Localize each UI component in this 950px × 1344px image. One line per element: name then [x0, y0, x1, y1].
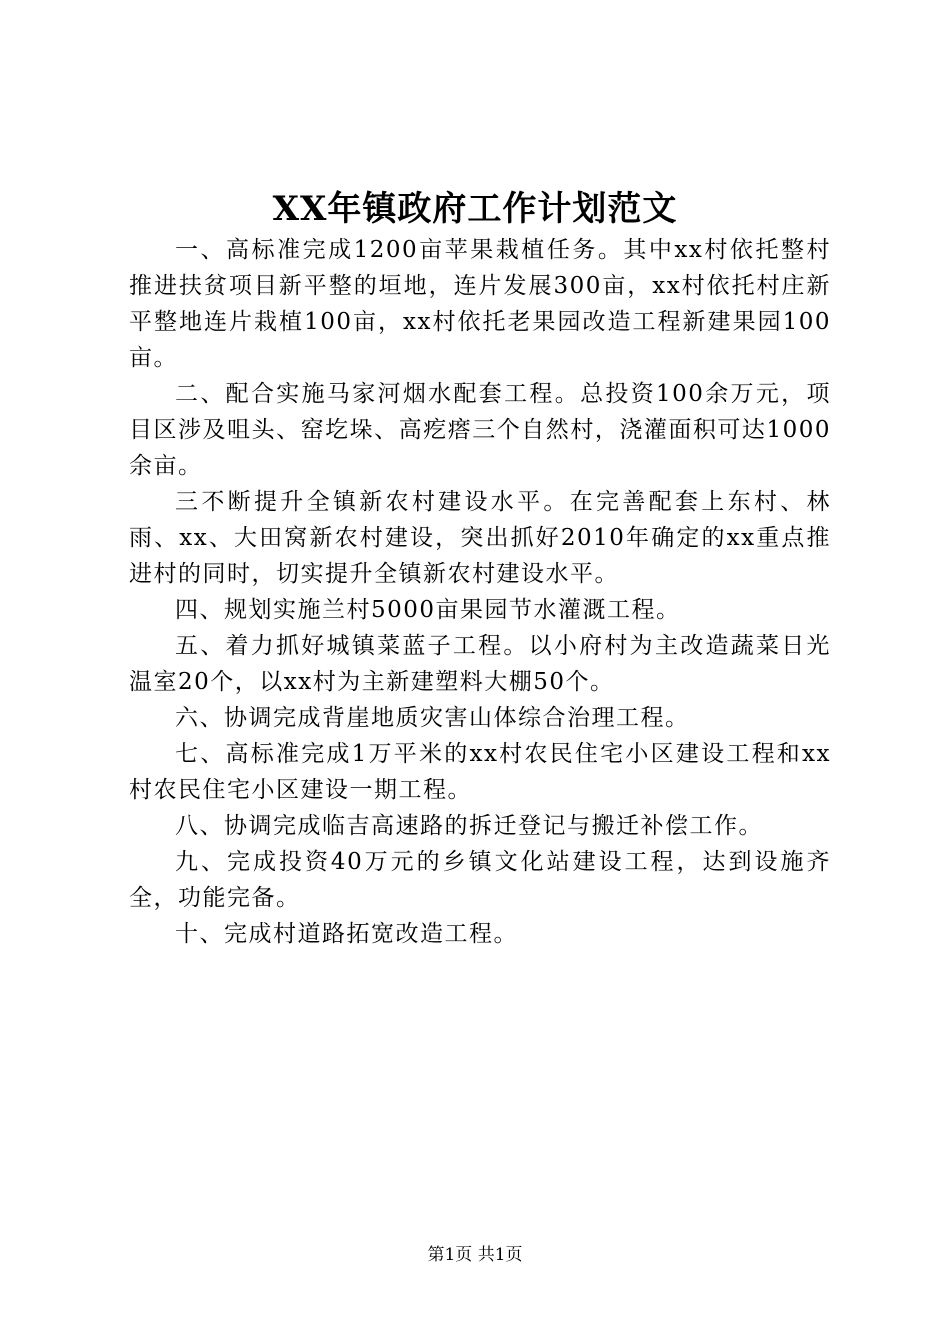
paragraph-1: 一、高标准完成1200亩苹果栽植任务。其中xx村依托整村推进扶贫项目新平整的垣地，连片发展300亩，xx村依托村庄新平整地连片栽植100亩，xx村依托老果园改造工程新建果园100亩。: [129, 237, 831, 371]
paragraph-7: 七、高标准完成1万平米的xx村农民住宅小区建设工程和xx村农民住宅小区建设一期工程。: [129, 741, 831, 803]
page-footer: 第1页 共1页: [427, 1245, 523, 1265]
paragraph-2: 二、配合实施马家河烟水配套工程。总投资100余万元，项目区涉及咀头、窑圪垛、高疙瘩三个自然村，浇灌面积可达1000余亩。: [129, 381, 831, 479]
document-title: XX年镇政府工作计划范文: [272, 189, 678, 229]
paragraph-3: 三不断提升全镇新农村建设水平。在完善配套上东村、林雨、xx、大田窝新农村建设，突出抓好2010年确定的xx重点推进村的同时，切实提升全镇新农村建设水平。: [129, 489, 831, 587]
paragraph-10: 十、完成村道路拓宽改造工程。: [175, 921, 518, 947]
paragraph-5: 五、着力抓好城镇菜蓝子工程。以小府村为主改造蔬菜日光温室20个，以xx村为主新建塑料大棚50个。: [129, 633, 831, 695]
paragraph-8: 八、协调完成临吉高速路的拆迁登记与搬迁补偿工作。: [175, 813, 763, 839]
paragraph-4: 四、规划实施兰村5000亩果园节水灌溉工程。: [175, 597, 681, 623]
paragraph-9: 九、完成投资40万元的乡镇文化站建设工程，达到设施齐全，功能完备。: [129, 849, 831, 911]
paragraph-6: 六、协调完成背崖地质灾害山体综合治理工程。: [175, 705, 690, 731]
document-body: [129, 232, 831, 952]
